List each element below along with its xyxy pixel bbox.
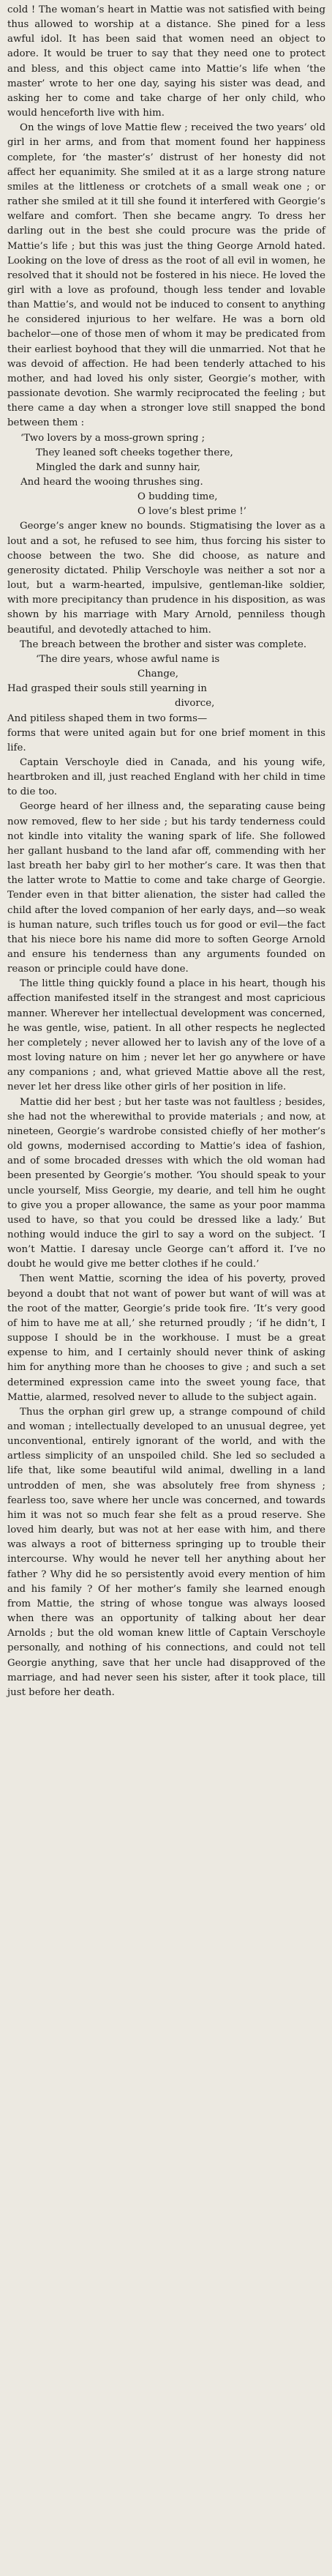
paragraph: The breach between the brother and sister was complete.	[20, 639, 307, 650]
paragraph: George’s anger knew no bounds. Stigmatising the lover as a lout and a sot, he refused to see him, thus forcing his sister to choose between the two. She did choose, as nature and generosity dictated. Philip Verschoyle was neither a sot nor a lout, but a warm-hearted, impulsive, gentleman-like soldier, with more precipitancy than prudence in his disposition, as was shown by his marriage with Mary Arnold, penniless though beautiful, and devotedly attached to him.	[7, 521, 325, 636]
paragraph: cold ! The woman’s heart in Mattie was not satisfied with being thus allowed to worship at a distance. She pined for a less awful idol. It has been said that women need an object to adore. It would be truer to say that they need one to protect and bless, and this object came into Mattie’s life when ‘the master’ wrote to her one day, saying his sister was dead, and asking her to come and take charge of her only child, who would henceforth live with him.	[7, 4, 325, 119]
paragraph: On the wings of love Mattie flew ; received the two years’ old girl in her arms, and from that moment found her happiness complete, for ‘the master’s’ distrust of her honesty did not affect her equanimity. She smiled at it as a large strong nature smiles at the littleness or crotchets of a small weak one ; or rather she smiled at it till she found it interfered with Georgie’s welfare and comfort. Then she became angry. To dress her darling out in the best she could procure was the pride of Mattie’s life ; but this was just the thing George Arnold hated. Looking on the love of dress as the root of all evil in women, he resolved that it should not be fostered in his niece. He loved the girl with a love as profound, though less tender and lovable than Mattie’s, and would not be induced to consent to anything he considered injurious to her welfare. He was a born old bachelor—one of those men of whom it may be predicated from their earliest boyhood that they will die unmarried. Not that he was devoid of affection. He had been tenderly attached to his mother, and had loved his only sister, Georgie’s mother, with passionate devotion. She warmly reciprocated the feeling ; but there came a day when a stronger love still snapped the bond between them :	[7, 122, 326, 429]
paragraph: Mattie did her best ; but her taste was not faultless ; besides, she had not the wherewithal to provide materials ; and now, at nineteen, Georgie’s wardrobe consisted chiefly of her mother’s old gowns, modernised according to Mattie’s idea of fashion, and of some brocaded dresses with which the old woman had been presented by Georgie’s mother. ‘You should speak to your uncle yourself, Miss Georgie, my dearie, and tell him he ought to give you a proper allowance, the same as your poor mamma used to have, so that you could be dressed like a lady.’ But nothing would induce the girl to say a word on the subject. ‘I won’t Mattie. I daresay uncle George can’t afford it. I’ve no doubt he would give me better clothes if he could.’	[7, 1096, 325, 1270]
verse-line: O love’s blest prime !’	[137, 506, 246, 518]
verse-line: Mingled the dark and sunny hair,	[36, 461, 201, 473]
verse-quotation	[7, 652, 325, 726]
paragraph: forms that were united again but for one brief moment in this life.	[7, 727, 325, 753]
verse-line: And pitiless shaped them in two forms—	[7, 712, 208, 724]
verse-line: ‘The dire years, whose awful name is	[36, 653, 220, 665]
verse-line: divorce,	[175, 698, 215, 710]
verse-line: O budding time,	[137, 491, 218, 503]
verse-quotation	[7, 431, 325, 520]
paragraph: The little thing quickly found a place in his heart, though his affection manifested itself in the strangest and most capricious manner. Wherever her intellectual development was concerned, he was gentle, wise, patient. In all other respects he neglected her completely ; never allowed her to lavish any of the love of a most loving nature on him ; never let her go anywhere or have any companions ; and, what grieved Mattie above all the rest, never let her dress like other girls of her position in life.	[7, 978, 325, 1093]
paragraph: Captain Verschoyle died in Canada, and his young wife, heartbroken and ill, just reached England with her child in time to die too.	[7, 756, 325, 798]
paragraph: Thus the orphan girl grew up, a strange compound of child and woman ; intellectually developed to an unusual degree, yet unconventional, entirely ignorant of the world, and with the artless simplicity of an unspoiled child. She led so secluded a life that, like some beautiful wild animal, dwelling in a land untrodden of men, she was absolutely free from shyness ; fearless too, save where her uncle was concerned, and towards him it was not so much fear she felt as a proud reserve. She loved him dearly, but was not at her ease with him, and there was always a root of bitterness springing up to trouble their intercourse. Why would he never tell her anything about her father ? Why did he so persistently avoid every mention of him and his family ? Of her mother’s family she learned enough from Mattie, the string of whose tongue was always loosed when there was an opportunity of talking about her dear Arnolds ; but the old woman knew little of Captain Verschoyle personally, and nothing of his connections, and could not tell Georgie anything, save that her uncle had disapproved of the marriage, and had never seen his sister, after it took place, till just before her death.	[7, 1406, 325, 1698]
verse-line: And heard the wooing thrushes sing.	[20, 477, 203, 488]
verse-line: Had grasped their souls still yearning in	[7, 683, 208, 695]
verse-line: Change,	[137, 669, 179, 680]
verse-line: ‘Two lovers by a moss-grown spring ;	[20, 432, 205, 444]
paragraph: George heard of her illness and, the separating cause being now removed, flew to her side ; but his tardy tenderness could not kindle into vitality the waning spark of life. She followed her gallant husband to the land afar off, commending with her last breath her baby girl to her mother’s care. It was then that the latter wrote to Mattie to come and take charge of Georgie. Tender even in that bitter alienation, the sister had called the child after the loved companion of her early days, and—so weak is human nature, such trifles touch us for good or evil—the fact that his niece bore his name did more to soften George Arnold and ensure his tenderness than any arguments founded on reason or principle could have done.	[7, 801, 325, 975]
paragraph: Then went Mattie, scorning the idea of his poverty, proved beyond a doubt that not want of power but want of will was at the root of the matter, Georgie’s pride took fire. ‘It’s very good of him to have me at all,’ she returned proudly ; ‘if he didn’t, I suppose I should be in the workhouse. I must be a great expense to him, and I certainly should never think of asking him for anything more than he chooses to give ; and such a set determined expression came into the sweet young face, that Mattie, alarmed, resolved never to allude to the subject again.	[7, 1273, 325, 1403]
verse-line: They leaned soft cheeks together there,	[36, 447, 233, 458]
